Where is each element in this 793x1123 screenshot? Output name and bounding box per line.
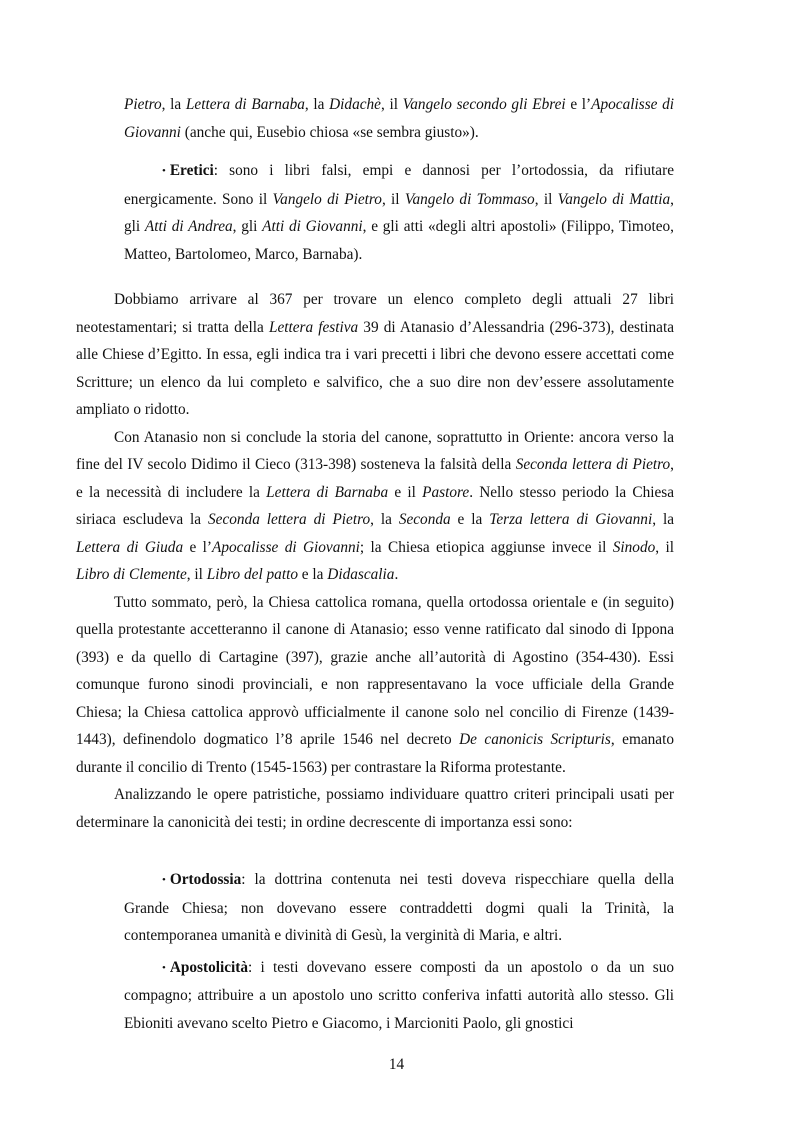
bullet-term: Apostolicità: [169, 958, 249, 976]
italic-title-run: Lettera di Barnaba: [185, 96, 305, 113]
italic-title-run: Lettera festiva: [268, 318, 359, 336]
bullet-icon: •: [162, 874, 166, 886]
paragraph-canone-atanasio: [76, 286, 674, 424]
italic-title-run: Libro del patto: [206, 566, 298, 583]
text-run: , e gli atti «degli altri apostoli» (Filippo, Timoteo, Matteo, Bartolomeo, Marco, Barnaba).: [124, 218, 674, 263]
indented-continuation-block: [124, 91, 674, 268]
italic-title-run: Lettera di Giuda: [76, 538, 184, 556]
italic-title-run: Vangelo secondo gli Ebrei: [402, 96, 566, 113]
bullet-icon: •: [162, 165, 166, 177]
italic-title-run: Apocalisse di Giovanni: [212, 538, 360, 556]
text-run: .: [394, 566, 399, 583]
text-run: Analizzando le opere patristiche, possiamo individuare quattro criteri principali usati per determinare la canonicità dei testi; in ordine decrescente di importanza essi sono:: [76, 786, 674, 831]
text-run: : la dottrina contenuta nei testi doveva rispecchiare quella della Grande Chiesa; non dovevano essere contraddetti dogmi quali la Trinità, la contemporanea umanità e divinità di Gesù, la verginità di Maria, e altri.: [124, 871, 674, 944]
italic-title-run: Lettera di Barnaba: [266, 483, 389, 501]
italic-title-run: Atti di Andrea: [144, 218, 233, 235]
italic-title-run: Vangelo di Pietro: [272, 190, 382, 208]
text-run: , la: [304, 96, 330, 113]
italic-title-run: Seconda: [398, 511, 451, 528]
bullet-item-eretici: [124, 157, 674, 268]
text-run: , e la necessità di includere la: [76, 456, 674, 501]
bullet-term: Ortodossia: [169, 871, 242, 888]
text-run: e l’: [565, 96, 592, 113]
italic-title-run: Didachè: [329, 96, 381, 113]
text-run: , il: [534, 190, 558, 208]
paragraph-criteri-canonicita: [76, 781, 674, 836]
italic-title-run: Vangelo di Mattia: [557, 190, 671, 208]
text-run: , il: [381, 190, 405, 208]
text-run: Tutto sommato, però, la Chiesa cattolica romana, quella ortodossa orientale e (in seguito) quella protestante accetteranno il canone di Atanasio; esso venne ratificato dal sinodo di Ippona (393) e da quello di Cartagine (397), grazie anche all’autorità di Agostino (354-430). Essi comunque furono sinodi provinciali, e non rappresentavano la voce ufficiale della Grande Chiesa; la Chiesa cattolica approvò ufficialmente il canone solo nel concilio di Firenze (1439-1443), definendolo dogmatico l’8 aprile 1546 nel decreto: [76, 593, 674, 748]
text-run: : sono i libri falsi, empi e dannosi per l’ortodossia, da rifiutare energicamente. Sono il: [124, 162, 674, 208]
italic-title-run: Terza lettera di Giovanni: [489, 511, 653, 528]
text-run: e il: [388, 483, 423, 501]
text-run: Con Atanasio non si conclude la storia del canone, soprattutto in Oriente: ancora verso la fine del IV secolo Didimo il Cieco (313-398) sosteneva la falsità della: [76, 428, 674, 473]
bullet-term: Eretici: [169, 162, 214, 179]
text-run: , la: [652, 511, 674, 528]
page-number: 14: [388, 1056, 405, 1073]
text-run: : i testi dovevano essere composti da un apostolo o da un suo compagno; attribuire a un apostolo uno scritto conferiva infatti autorità allo stesso. Gli Ebioniti avevano scelto Pietro e Giacomo, i Marcioniti Paolo, gli gnostici: [124, 958, 674, 1032]
text-run: (anche qui, Eusebio chiosa «se sembra giusto»).: [180, 123, 479, 141]
italic-title-run: Libro di Clemente: [76, 566, 187, 583]
italic-title-run: Apocalisse di Giovanni: [124, 96, 675, 141]
text-run: , gli: [232, 218, 263, 235]
italic-title-run: Didascalia: [327, 566, 395, 583]
body-paragraphs: [76, 286, 674, 836]
paragraph-storia-canone-oriente: [76, 424, 674, 589]
text-run: 39 di Atanasio d’Alessandria (296-373), destinata alle Chiese d’Egitto. In essa, egli indica tra i vari precetti i libri che devono essere accettati come Scritture; un elenco da lui completo e salvifico, che a suo dire non dev’essere assolutamente ampliato o ridotto.: [76, 318, 674, 418]
text-run: , emanato durante il concilio di Trento (1545-1563) per contrastare la Riforma protestante.: [76, 731, 674, 776]
text-run: Dobbiamo arrivare al 367 per trovare un elenco completo degli attuali 27 libri neotestamentari; si tratta della: [76, 291, 674, 336]
italic-title-run: Vangelo di Tommaso: [404, 190, 535, 208]
text-run: , il: [380, 96, 403, 113]
text-run: , la: [370, 511, 399, 528]
bullet-item-apostolicita: [124, 954, 674, 1038]
italic-title-run: Pastore: [422, 483, 470, 501]
text-run: . Nello stesso periodo la Chiesa siriaca escludeva la: [76, 483, 674, 528]
text-run: e la: [450, 511, 490, 528]
text-run: , gli: [124, 190, 674, 235]
continuation-text: [124, 91, 674, 146]
italic-title-run: Pietro: [124, 96, 162, 113]
italic-title-run: Sinodo: [612, 538, 656, 556]
italic-title-run: Atti di Giovanni: [262, 218, 363, 235]
bullet-icon: •: [162, 961, 166, 974]
criteria-list: [124, 866, 674, 1037]
text-run: e la: [297, 566, 328, 583]
bullet-item-ortodossia: [124, 866, 674, 950]
italic-title-run: Seconda lettera di Pietro: [515, 456, 671, 473]
paragraph-ratifica-canone: [76, 589, 674, 782]
text-run: , il: [186, 566, 207, 583]
text-run: ; la Chiesa etiopica aggiunse invece il: [359, 538, 613, 556]
text-run: , il: [655, 538, 674, 556]
text-run: , la: [161, 96, 186, 113]
text-run: e l’: [183, 538, 213, 556]
italic-title-run: De canonicis Scripturis: [459, 731, 611, 748]
italic-title-run: Seconda lettera di Pietro: [208, 511, 371, 528]
